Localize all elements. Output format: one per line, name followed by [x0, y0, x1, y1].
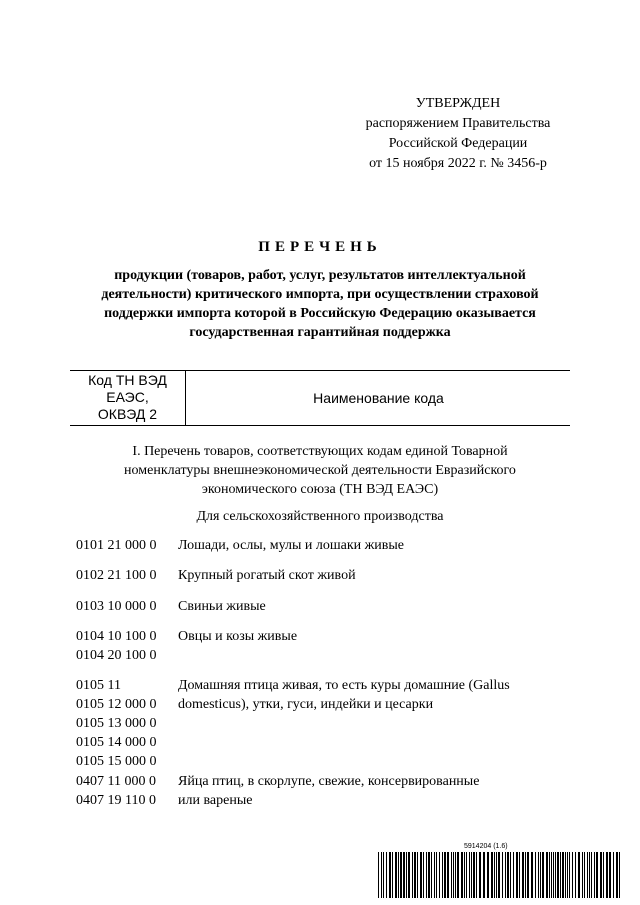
barcode-bar	[439, 852, 440, 898]
barcode-bar	[498, 852, 500, 898]
subtitle-line: государственная гарантийная поддержка	[189, 325, 451, 340]
approval-authority-country: Российской Федерации	[388, 136, 528, 151]
row-code: 0103 10 000 0	[76, 599, 157, 614]
barcode-bar	[457, 852, 459, 898]
barcode-bar	[549, 852, 550, 898]
barcode-bar	[613, 852, 614, 898]
row-description	[178, 566, 558, 585]
row-code: 0105 15 000 0	[76, 754, 157, 769]
row-codes	[76, 627, 176, 665]
barcode-bar	[395, 852, 397, 898]
barcode-bar	[483, 852, 485, 898]
barcode-bar	[555, 852, 556, 898]
barcode-bar	[378, 852, 379, 898]
barcode-bar	[491, 852, 493, 898]
barcode-bar	[603, 852, 604, 898]
row-description	[178, 676, 558, 714]
barcode-bar	[589, 852, 590, 898]
row-code: 0101 21 000 0	[76, 538, 157, 553]
barcode-bar	[582, 852, 583, 898]
barcode-bar	[383, 852, 384, 898]
barcode-bar	[575, 852, 576, 898]
barcode-bar	[451, 852, 452, 898]
barcode-bar	[519, 852, 520, 898]
row-code: 0102 21 100 0	[76, 568, 157, 583]
barcode-bar	[591, 852, 592, 898]
row-code: 0407 11 000 0	[76, 774, 156, 789]
barcode-bar	[461, 852, 463, 898]
subtitle-line: деятельности) критического импорта, при осуществлении страховой	[101, 287, 539, 302]
approval-date-number: от 15 ноября 2022 г. № 3456-р	[369, 156, 547, 171]
barcode-bar	[496, 852, 497, 898]
row-code: 0104 10 100 0	[76, 629, 157, 644]
subtitle-line: поддержки импорта которой в Российскую Федерацию оказывается	[104, 306, 536, 321]
barcode-bar	[505, 852, 506, 898]
row-code: 0407 19 110 0	[76, 793, 156, 808]
barcode-bar	[535, 852, 536, 898]
barcode-bar	[417, 852, 418, 898]
barcode-bar	[551, 852, 552, 898]
barcode-bar	[606, 852, 608, 898]
row-code: 0105 12 000 0	[76, 697, 157, 712]
barcode-bar	[398, 852, 399, 898]
barcode-bar	[522, 852, 524, 898]
barcode-bar	[412, 852, 413, 898]
barcode-bar	[557, 852, 559, 898]
row-description-line: Яйца птиц, в скорлупе, свежие, консервированные	[178, 774, 480, 789]
row-description	[178, 627, 558, 646]
barcode-bar	[578, 852, 580, 898]
barcode-bar	[426, 852, 427, 898]
approval-block	[340, 94, 576, 174]
barcode-bar	[434, 852, 435, 898]
table-header	[70, 370, 570, 426]
barcode-bar	[469, 852, 470, 898]
barcode-bar	[525, 852, 526, 898]
barcode-bar	[414, 852, 416, 898]
barcode-bar	[600, 852, 602, 898]
barcode-bar	[494, 852, 495, 898]
row-code: 0104 20 100 0	[76, 648, 157, 663]
row-description-line: или вареные	[178, 793, 253, 808]
row-description	[178, 772, 558, 810]
barcode-bar	[447, 852, 449, 898]
row-description-line: domesticus), утки, гуси, индейки и цесарки	[178, 697, 434, 712]
barcode-bar	[479, 852, 481, 898]
name-column-header: Наименование кода	[313, 390, 444, 406]
barcode-bar	[420, 852, 422, 898]
barcode-bar	[473, 852, 475, 898]
section-title-line: номенклатуры внешнеэкономической деятельности Евразийского	[124, 463, 516, 478]
code-header-line: Код ТН ВЭД	[88, 372, 167, 388]
barcode-bar	[609, 852, 611, 898]
barcode-bar	[572, 852, 573, 898]
barcode-bar	[502, 852, 503, 898]
row-codes	[76, 566, 176, 585]
row-codes	[76, 772, 176, 810]
barcode-bar	[569, 852, 570, 898]
barcode-bar	[428, 852, 430, 898]
barcode-bar	[471, 852, 472, 898]
barcode-bar	[386, 852, 387, 898]
barcode-bar	[423, 852, 424, 898]
barcode-label: 5914204 (1.6)	[464, 843, 508, 850]
barcode-bar	[507, 852, 509, 898]
barcode-bar	[619, 852, 620, 898]
barcode-bar	[538, 852, 539, 898]
approval-status: УТВЕРЖДЕН	[415, 96, 501, 111]
approval-authority: распоряжением Правительства	[365, 116, 551, 131]
barcode-bar	[442, 852, 443, 898]
barcode-bar	[392, 852, 393, 898]
barcode-bar	[587, 852, 588, 898]
barcode-bar	[513, 852, 514, 898]
barcode-bar	[540, 852, 541, 898]
document-subtitle	[60, 266, 580, 342]
barcode-bar	[381, 852, 382, 898]
barcode-bar	[464, 852, 465, 898]
barcode-bar	[431, 852, 432, 898]
barcode-bar	[466, 852, 467, 898]
barcode-bar	[389, 852, 391, 898]
row-codes	[76, 597, 176, 616]
barcode-bar	[584, 852, 585, 898]
row-description-line: Свиньи живые	[178, 599, 266, 614]
barcode-bar	[487, 852, 489, 898]
row-code: 0105 14 000 0	[76, 735, 157, 750]
barcode-bar	[596, 852, 598, 898]
barcode-bar	[567, 852, 568, 898]
barcode-bar	[616, 852, 618, 898]
barcode-bar	[594, 852, 595, 898]
subsection-title: Для сельскохозяйственного производства	[196, 509, 444, 524]
code-header-line: ЕАЭС,	[106, 389, 149, 405]
barcode-bar	[453, 852, 454, 898]
section-title-line: I. Перечень товаров, соответствующих кодам единой Товарной	[132, 444, 508, 459]
row-code: 0105 11	[76, 678, 121, 693]
barcode-bar	[436, 852, 437, 898]
section-title	[70, 442, 570, 499]
row-codes	[76, 536, 176, 555]
row-code: 0105 13 000 0	[76, 716, 157, 731]
barcode-bar	[542, 852, 544, 898]
barcode-bar	[560, 852, 561, 898]
code-header-line: ОКВЭД 2	[97, 406, 158, 422]
barcode-bar	[516, 852, 518, 898]
subtitle-line: продукции (товаров, работ, услуг, результатов интеллектуальной	[114, 268, 526, 283]
barcode-bar	[455, 852, 456, 898]
row-description-line: Лошади, ослы, мулы и лошаки живые	[178, 538, 405, 553]
code-column-header	[70, 371, 186, 425]
barcode-bar	[562, 852, 564, 898]
row-codes	[76, 676, 176, 771]
barcode-bar	[565, 852, 566, 898]
barcode-bar	[408, 852, 410, 898]
barcode-bar	[527, 852, 529, 898]
barcode-bar	[553, 852, 554, 898]
document-title: ПЕРЕЧЕНЬ	[258, 239, 382, 255]
barcode-bar	[546, 852, 548, 898]
barcode-bar	[476, 852, 477, 898]
row-description-line: Крупный рогатый скот живой	[178, 568, 356, 583]
barcode-bar	[403, 852, 405, 898]
barcode-bar	[444, 852, 446, 898]
row-description	[178, 597, 558, 616]
row-description-line: Овцы и козы живые	[178, 629, 298, 644]
barcode-bar	[406, 852, 407, 898]
barcode-bar	[400, 852, 402, 898]
section-title-line: экономического союза (ТН ВЭД ЕАЭС)	[201, 482, 439, 497]
row-description-line: Домашняя птица живая, то есть куры домашние (Gallus	[178, 678, 510, 693]
row-description	[178, 536, 558, 555]
barcode-bar	[531, 852, 533, 898]
barcode-image	[378, 852, 622, 898]
barcode-bar	[510, 852, 511, 898]
